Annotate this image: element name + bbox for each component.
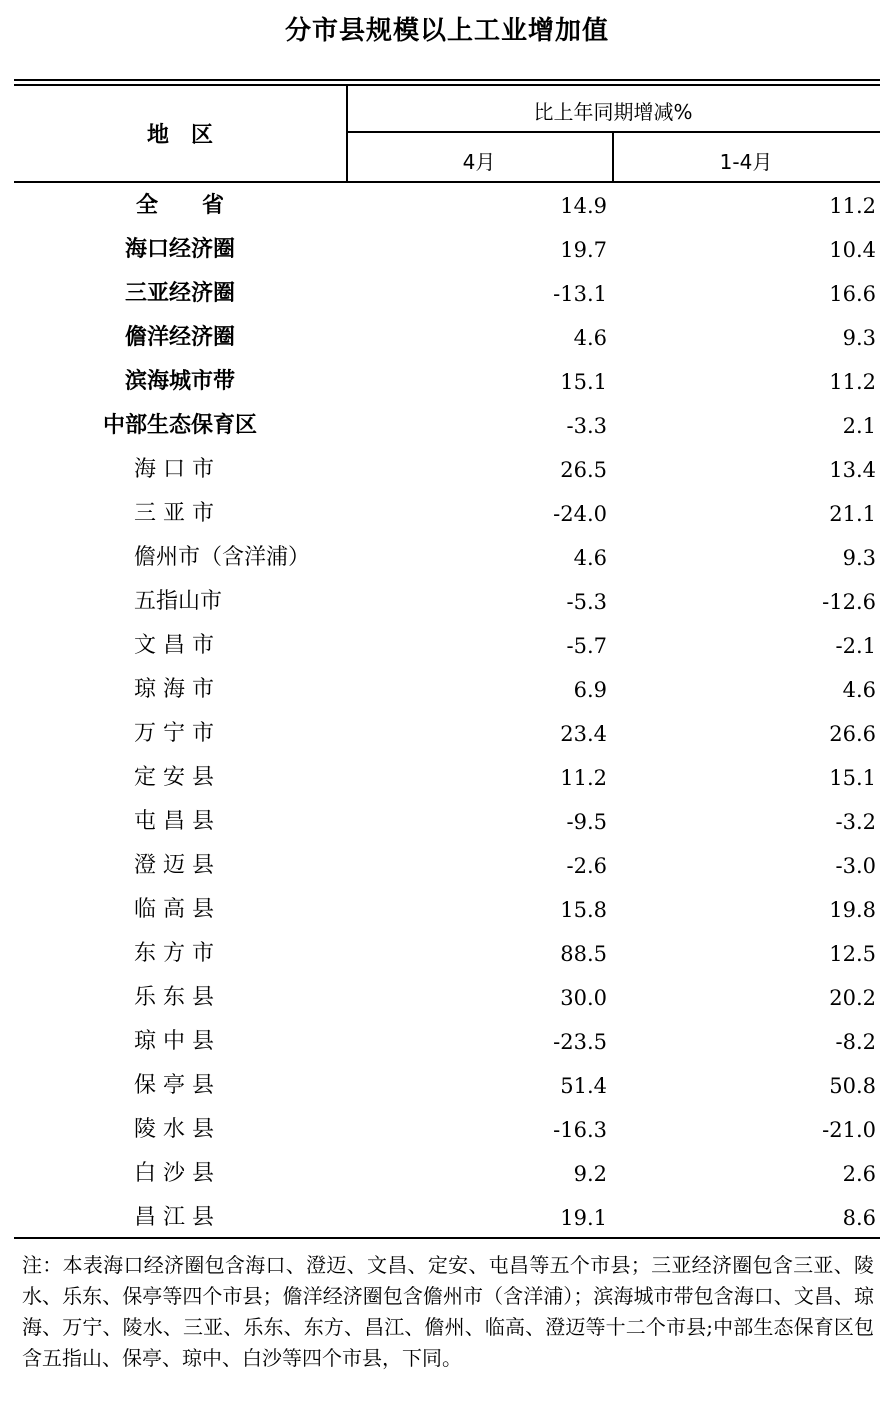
region-name: 临 高 县 (134, 897, 214, 922)
top-rule-thin (14, 84, 880, 86)
header-bottom-rule (14, 181, 880, 183)
region-name: 三 亚 市 (134, 501, 214, 526)
value-jan-apr: 12.5 (829, 942, 876, 966)
header-col-april: 4月 (462, 150, 496, 174)
table-row (14, 536, 880, 580)
value-april: 14.9 (560, 194, 607, 218)
value-jan-apr: 21.1 (829, 502, 876, 526)
region-name: 全 省 (135, 193, 224, 218)
page-title: 分市县规模以上工业增加值 (284, 16, 609, 46)
value-jan-apr: 15.1 (829, 766, 876, 790)
value-jan-apr: 9.3 (842, 326, 876, 350)
value-april: -23.5 (553, 1030, 607, 1054)
value-april: 26.5 (560, 458, 607, 482)
region-name: 三亚经济圈 (124, 281, 235, 306)
value-april: 51.4 (560, 1074, 607, 1098)
region-name: 白 沙 县 (134, 1161, 214, 1186)
region-name: 儋州市（含洋浦） (134, 545, 311, 570)
table-row (14, 844, 880, 888)
value-jan-apr: 2.6 (842, 1162, 876, 1186)
header-group: 比上年同期增减% (533, 100, 693, 124)
table-row (14, 800, 880, 844)
table-row (14, 976, 880, 1020)
header-col-jan-apr: 1-4月 (719, 150, 773, 174)
region-name: 万 宁 市 (134, 721, 214, 746)
region-name: 五指山市 (134, 589, 223, 614)
value-jan-apr: 2.1 (842, 414, 876, 438)
table-row (14, 668, 880, 712)
value-jan-apr: 13.4 (829, 458, 876, 482)
value-jan-apr: 16.6 (829, 282, 876, 306)
value-jan-apr: 11.2 (829, 194, 876, 218)
table-row (14, 272, 880, 316)
table-row (14, 1152, 880, 1196)
value-jan-apr: 11.2 (829, 370, 876, 394)
table-row (14, 580, 880, 624)
value-jan-apr: 10.4 (829, 238, 876, 262)
region-name: 东 方 市 (134, 941, 214, 966)
value-jan-apr: 20.2 (829, 986, 876, 1010)
region-name: 定 安 县 (134, 765, 214, 790)
value-april: -3.3 (566, 414, 607, 438)
region-name: 文 昌 市 (134, 633, 214, 658)
table-row (14, 360, 880, 404)
value-jan-apr: 8.6 (842, 1206, 876, 1230)
value-jan-apr: 9.3 (842, 546, 876, 570)
region-name: 海 口 市 (134, 457, 214, 482)
table-row (14, 888, 880, 932)
table-row (14, 1064, 880, 1108)
value-april: -13.1 (553, 282, 607, 306)
table-row (14, 404, 880, 448)
value-april: -2.6 (566, 854, 607, 878)
table-row (14, 932, 880, 976)
table-row (14, 1020, 880, 1064)
value-april: 4.6 (573, 326, 607, 350)
region-name: 儋洋经济圈 (124, 325, 235, 350)
region-name: 保 亭 县 (134, 1073, 214, 1098)
region-name: 昌 江 县 (134, 1205, 214, 1230)
header-region: 地 区 (146, 123, 213, 148)
value-april: -5.7 (566, 634, 607, 658)
region-name: 中部生态保育区 (102, 413, 257, 438)
region-name: 陵 水 县 (134, 1117, 214, 1142)
value-april: -9.5 (566, 810, 607, 834)
value-april: 15.1 (560, 370, 607, 394)
value-jan-apr: -21.0 (822, 1118, 876, 1142)
value-april: -16.3 (553, 1118, 607, 1142)
value-jan-apr: 19.8 (829, 898, 876, 922)
value-april: 15.8 (560, 898, 607, 922)
value-april: 11.2 (560, 766, 607, 790)
top-rule-thick (14, 79, 880, 81)
table-row (14, 1196, 880, 1240)
value-jan-apr: -3.2 (835, 810, 876, 834)
value-jan-apr: -12.6 (822, 590, 876, 614)
value-april: 4.6 (573, 546, 607, 570)
table-row (14, 1108, 880, 1152)
table-row (14, 228, 880, 272)
value-april: 23.4 (560, 722, 607, 746)
value-april: 30.0 (560, 986, 607, 1010)
table-row (14, 492, 880, 536)
region-name: 澄 迈 县 (134, 853, 214, 878)
value-april: 19.7 (560, 238, 607, 262)
value-jan-apr: 26.6 (829, 722, 876, 746)
value-jan-apr: 4.6 (842, 678, 876, 702)
table-row (14, 316, 880, 360)
value-jan-apr: -3.0 (835, 854, 876, 878)
region-name: 乐 东 县 (134, 985, 214, 1010)
value-april: 6.9 (573, 678, 607, 702)
value-jan-apr: -8.2 (835, 1030, 876, 1054)
table-row (14, 624, 880, 668)
value-april: -24.0 (553, 502, 607, 526)
region-name: 海口经济圈 (124, 237, 235, 262)
bottom-rule (14, 1237, 880, 1239)
region-name: 屯 昌 县 (134, 809, 214, 834)
value-jan-apr: -2.1 (835, 634, 876, 658)
footnote: 注：本表海口经济圈包含海口、澄迈、文昌、定安、屯昌等五个市县；三亚经济圈包含三亚、陵水、乐东、保亭等四个市县；儋洋经济圈包含儋州市（含洋浦）；滨海城市带包含海口、文昌、琼海、万宁、陵水、三亚、乐东、东方、昌江、儋州、临高、澄迈等十二个市县;中部生态保育区包含五指山、保亭、琼中、白沙等四个市县，下同。 (22, 1253, 874, 1370)
value-april: 88.5 (560, 942, 607, 966)
table-row (14, 712, 880, 756)
table-row (14, 448, 880, 492)
region-name: 琼 中 县 (134, 1029, 214, 1054)
table-row (14, 184, 880, 228)
value-april: 9.2 (573, 1162, 607, 1186)
region-name: 琼 海 市 (134, 677, 214, 702)
value-april: 19.1 (560, 1206, 607, 1230)
region-name: 滨海城市带 (124, 369, 235, 394)
table-row (14, 756, 880, 800)
value-jan-apr: 50.8 (829, 1074, 876, 1098)
value-april: -5.3 (566, 590, 607, 614)
